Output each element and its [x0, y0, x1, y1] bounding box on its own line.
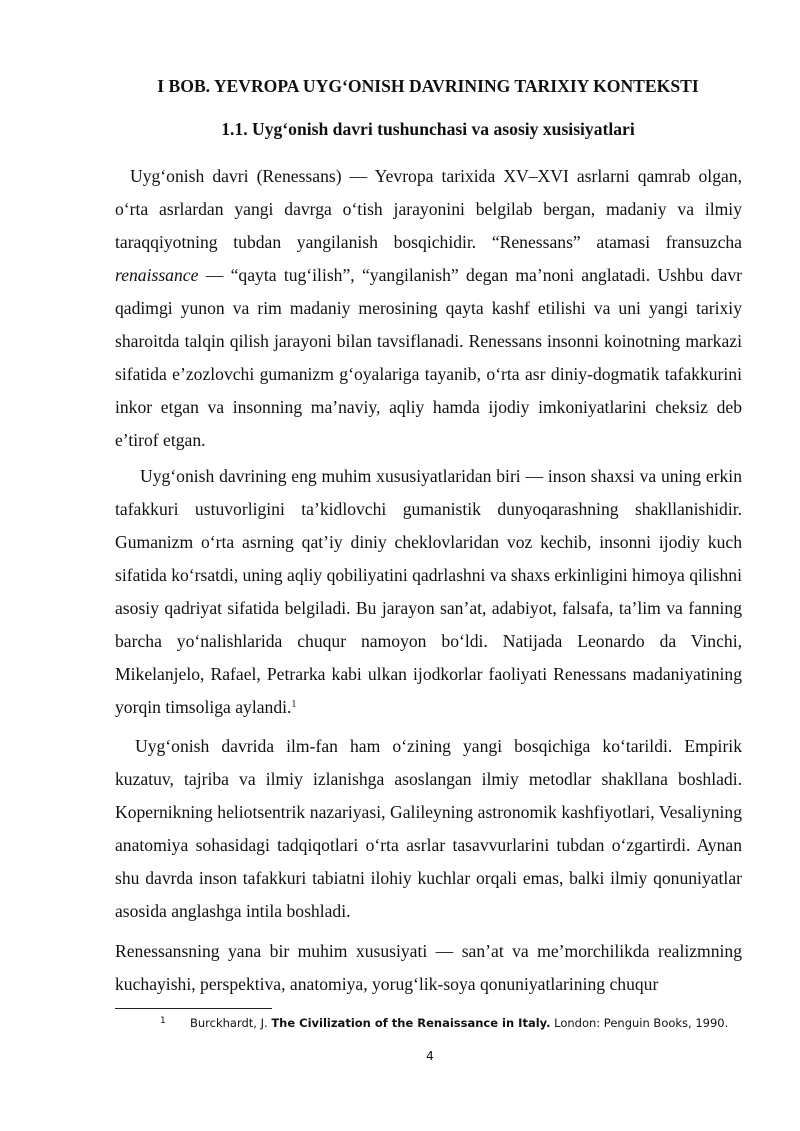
paragraph-1-text-b: — “qayta tug‘ilish”, “yangilanish” degan ma’noni anglatadi. Ushbu davr qadimgi yunon va rim madaniy merosining qayta kashf etilishi va uni yangi tarixiy sharoitda talqin qilish jarayoni bilan tavsiflanadi. Renessans insonni koinotning markazi sifatida e’zozlovchi gumanizm g‘oyalariga tayanib, o‘rta asr diniy-dogmatik tafakkurini inkor etgan va insonning ma’naviy, aqliy hamda ijodiy imkoniyatlarini cheksiz deb e’tirof etgan.: [115, 265, 742, 450]
footnote: [160, 1016, 760, 1030]
paragraph-3: Uyg‘onish davrida ilm-fan ham o‘zining yangi bosqichiga ko‘tarildi. Empirik kuzatuv, tajriba va ilmiy izlanishga asoslangan ilmiy metodlar shakllana boshladi. Kopernikning heliotsentrik nazariyasi, Galileyning astronomik kashfiyotlari, Vesaliyning anatomiya sohasidagi tadqiqotlari o‘rta asrlar tasavvurlarini tubdan o‘zgartirdi. Aynan shu davrda inson tafakkuri tabiatni ilohiy kuchlar orqali emas, balki ilmiy qonuniyatlar asosida anglashga intila boshladi.: [115, 736, 742, 921]
paragraph-2-text: Uyg‘onish davrining eng muhim xususiyatlaridan biri — inson shaxsi va uning erkin tafakkuri ustuvorligini ta’kidlovchi gumanistik dunyoqarashning shakllanishidir. Gumanizm o‘rta asrning qat’iy diniy cheklovlaridan voz kechib, insonni ijodiy kuch sifatida ko‘rsatdi, uning aqliy qobiliyatini qadrlashni va shaxs erkinligini himoya qilishni asosiy qadriyat sifatida belgiladi. Bu jarayon san’at, adabiyot, falsafa, ta’lim va fanning barcha yo‘nalishlarida chuqur namoyon bo‘ldi. Natijada Leonardo da Vinchi, Mikelanjelo, Rafael, Petrarka kabi ulkan ijodkorlar faoliyati Renessans madaniyatining yorqin timsoliga aylandi.: [115, 466, 742, 717]
paragraph-1-italic-term: renaissance: [115, 265, 199, 285]
footnote-mark: 1: [160, 1016, 166, 1026]
chapter-title: I BOB. YEVROPA UYG‘ONISH DAVRINING TARIXIY KONTEKSTI: [157, 76, 699, 96]
footnote-reference[interactable]: 1: [291, 699, 297, 710]
footnote-separator: [115, 1008, 272, 1009]
footnote-author: Burckhardt, J.: [190, 1016, 272, 1030]
paragraph-4: Renessansning yana bir muhim xususiyati — san’at va me’morchilikda realizmning kuchayishi, perspektiva, anatomiya, yorug‘lik-soya qonuniyatlarining chuqur: [115, 941, 742, 994]
section-title: 1.1. Uyg‘onish davri tushunchasi va asosiy xusisiyatlari: [221, 119, 635, 139]
paragraph-1: [115, 160, 742, 457]
paragraph-1-text-a: Uyg‘onish davri (Renessans) — Yevropa tarixida XV–XVI asrlarni qamrab olgan, o‘rta asrlardan yangi davrga o‘tish jarayonini belgilab bergan, madaniy va ilmiy taraqqiyotning tubdan yangilanish bosqichidir. “Renessans” atamasi fransuzcha: [115, 166, 742, 252]
paragraph-2: [115, 460, 742, 724]
footnote-book-title: The Civilization of the Renaissance in Italy.: [271, 1016, 551, 1030]
footnote-publisher: London: Penguin Books, 1990.: [550, 1016, 729, 1030]
page-number: 4: [426, 1049, 434, 1063]
